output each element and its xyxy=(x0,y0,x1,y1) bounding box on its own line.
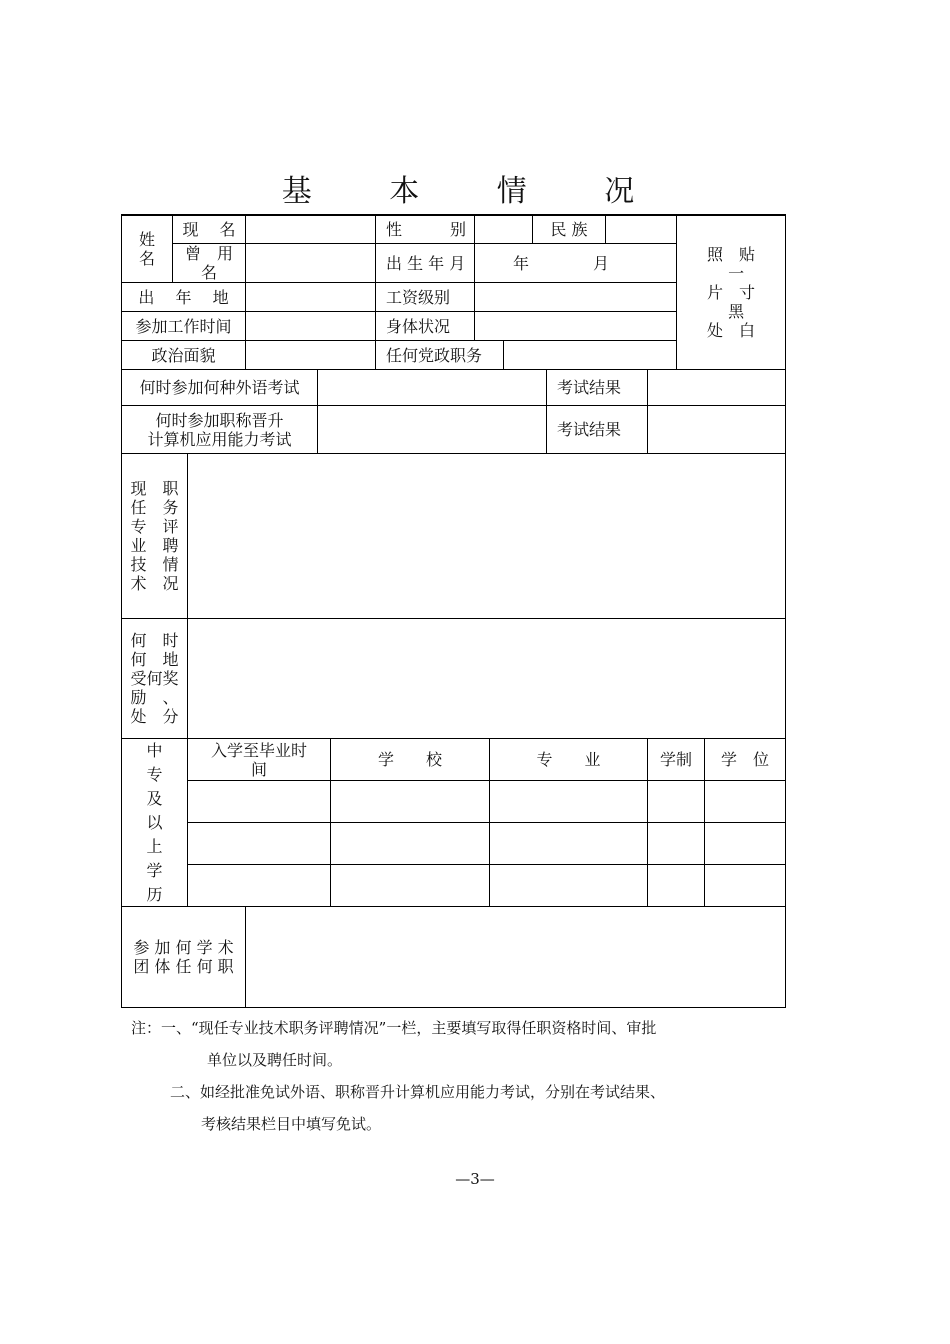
edu-cell[interactable] xyxy=(187,864,331,907)
note-line-1: 注：一、“现任专业技术职务评聘情况”一栏，主要填写取得任职资格时间、审批 xyxy=(131,1019,657,1037)
education-group-label: 中 专 及 以 上 学 历 xyxy=(121,738,188,907)
edu-header-major: 专 业 xyxy=(489,738,648,781)
work-start-field[interactable] xyxy=(245,311,376,341)
awards-field[interactable] xyxy=(187,618,786,739)
work-start-label: 参加工作时间 xyxy=(121,311,246,341)
former-name-field[interactable] xyxy=(245,243,376,283)
edu-header-period: 入学至毕业时 间 xyxy=(187,738,331,781)
edu-header-school: 学 校 xyxy=(330,738,490,781)
foreign-exam-field[interactable] xyxy=(317,369,547,406)
foreign-exam-result-label: 考试结果 xyxy=(546,369,648,406)
computer-exam-label: 何时参加职称晋升 计算机应用能力考试 xyxy=(121,405,318,454)
party-post-field[interactable] xyxy=(503,340,677,370)
salary-grade-field[interactable] xyxy=(474,282,677,312)
edu-cell[interactable] xyxy=(489,780,648,823)
edu-cell[interactable] xyxy=(330,864,490,907)
note-line-2: 单位以及聘任时间。 xyxy=(207,1051,343,1069)
note-line-4: 考核结果栏目中填写免试。 xyxy=(201,1115,382,1133)
photo-area[interactable]: 照 贴 一 片 寸 黑 处 白 xyxy=(676,214,786,370)
party-post-label: 任何党政职务 xyxy=(375,340,504,370)
edu-cell[interactable] xyxy=(647,864,705,907)
name-group-label: 姓 名 xyxy=(121,214,173,283)
computer-exam-field[interactable] xyxy=(317,405,547,454)
gender-label: 性 别 xyxy=(375,214,475,244)
edu-cell[interactable] xyxy=(704,822,786,865)
awards-label: 何 时 何 地 受何奖 励 、 处 分 xyxy=(121,618,188,739)
academic-field[interactable] xyxy=(245,906,786,1008)
edu-cell[interactable] xyxy=(489,864,648,907)
birth-month-label: 月 xyxy=(593,253,610,273)
ethnicity-label: 民 族 xyxy=(532,214,606,244)
note-line-3: 二、如经批准免试外语、职称晋升计算机应用能力考试，分别在考试结果、 xyxy=(170,1083,666,1101)
edu-header-duration: 学制 xyxy=(647,738,705,781)
edu-cell[interactable] xyxy=(489,822,648,865)
birthplace-label: 出 年 地 xyxy=(121,282,246,312)
foreign-exam-label: 何时参加何种外语考试 xyxy=(121,369,318,406)
birth-year-label: 年 xyxy=(513,253,530,273)
birth-date-label: 出 生 年 月 xyxy=(375,243,475,283)
gender-field[interactable] xyxy=(474,214,533,244)
position-review-label: 现 职 任 务 专 评 业 聘 技 情 术 况 xyxy=(121,453,188,619)
salary-grade-label: 工资级别 xyxy=(375,282,475,312)
political-field[interactable] xyxy=(245,340,376,370)
edu-cell[interactable] xyxy=(187,822,331,865)
computer-exam-result-label: 考试结果 xyxy=(546,405,648,454)
edu-cell[interactable] xyxy=(647,822,705,865)
edu-cell[interactable] xyxy=(330,780,490,823)
edu-cell[interactable] xyxy=(187,780,331,823)
position-review-field[interactable] xyxy=(187,453,786,619)
edu-cell[interactable] xyxy=(647,780,705,823)
birth-date-field[interactable] xyxy=(474,243,677,283)
current-name-field[interactable] xyxy=(245,214,376,244)
ethnicity-field[interactable] xyxy=(605,214,677,244)
birthplace-field[interactable] xyxy=(245,282,376,312)
page-title: 基 本 情 况 xyxy=(281,174,669,209)
edu-cell[interactable] xyxy=(330,822,490,865)
page-number: —3— xyxy=(455,1170,495,1188)
former-name-label: 曾 用 名 xyxy=(172,243,246,283)
current-name-label: 现 名 xyxy=(172,214,246,244)
edu-cell[interactable] xyxy=(704,864,786,907)
health-field[interactable] xyxy=(474,311,677,341)
academic-label: 参 加 何 学 术 团 体 任 何 职 xyxy=(121,906,246,1008)
edu-cell[interactable] xyxy=(704,780,786,823)
computer-exam-result-field[interactable] xyxy=(647,405,786,454)
foreign-exam-result-field[interactable] xyxy=(647,369,786,406)
edu-header-degree: 学 位 xyxy=(704,738,786,781)
political-label: 政治面貌 xyxy=(121,340,246,370)
health-label: 身体状况 xyxy=(375,311,475,341)
